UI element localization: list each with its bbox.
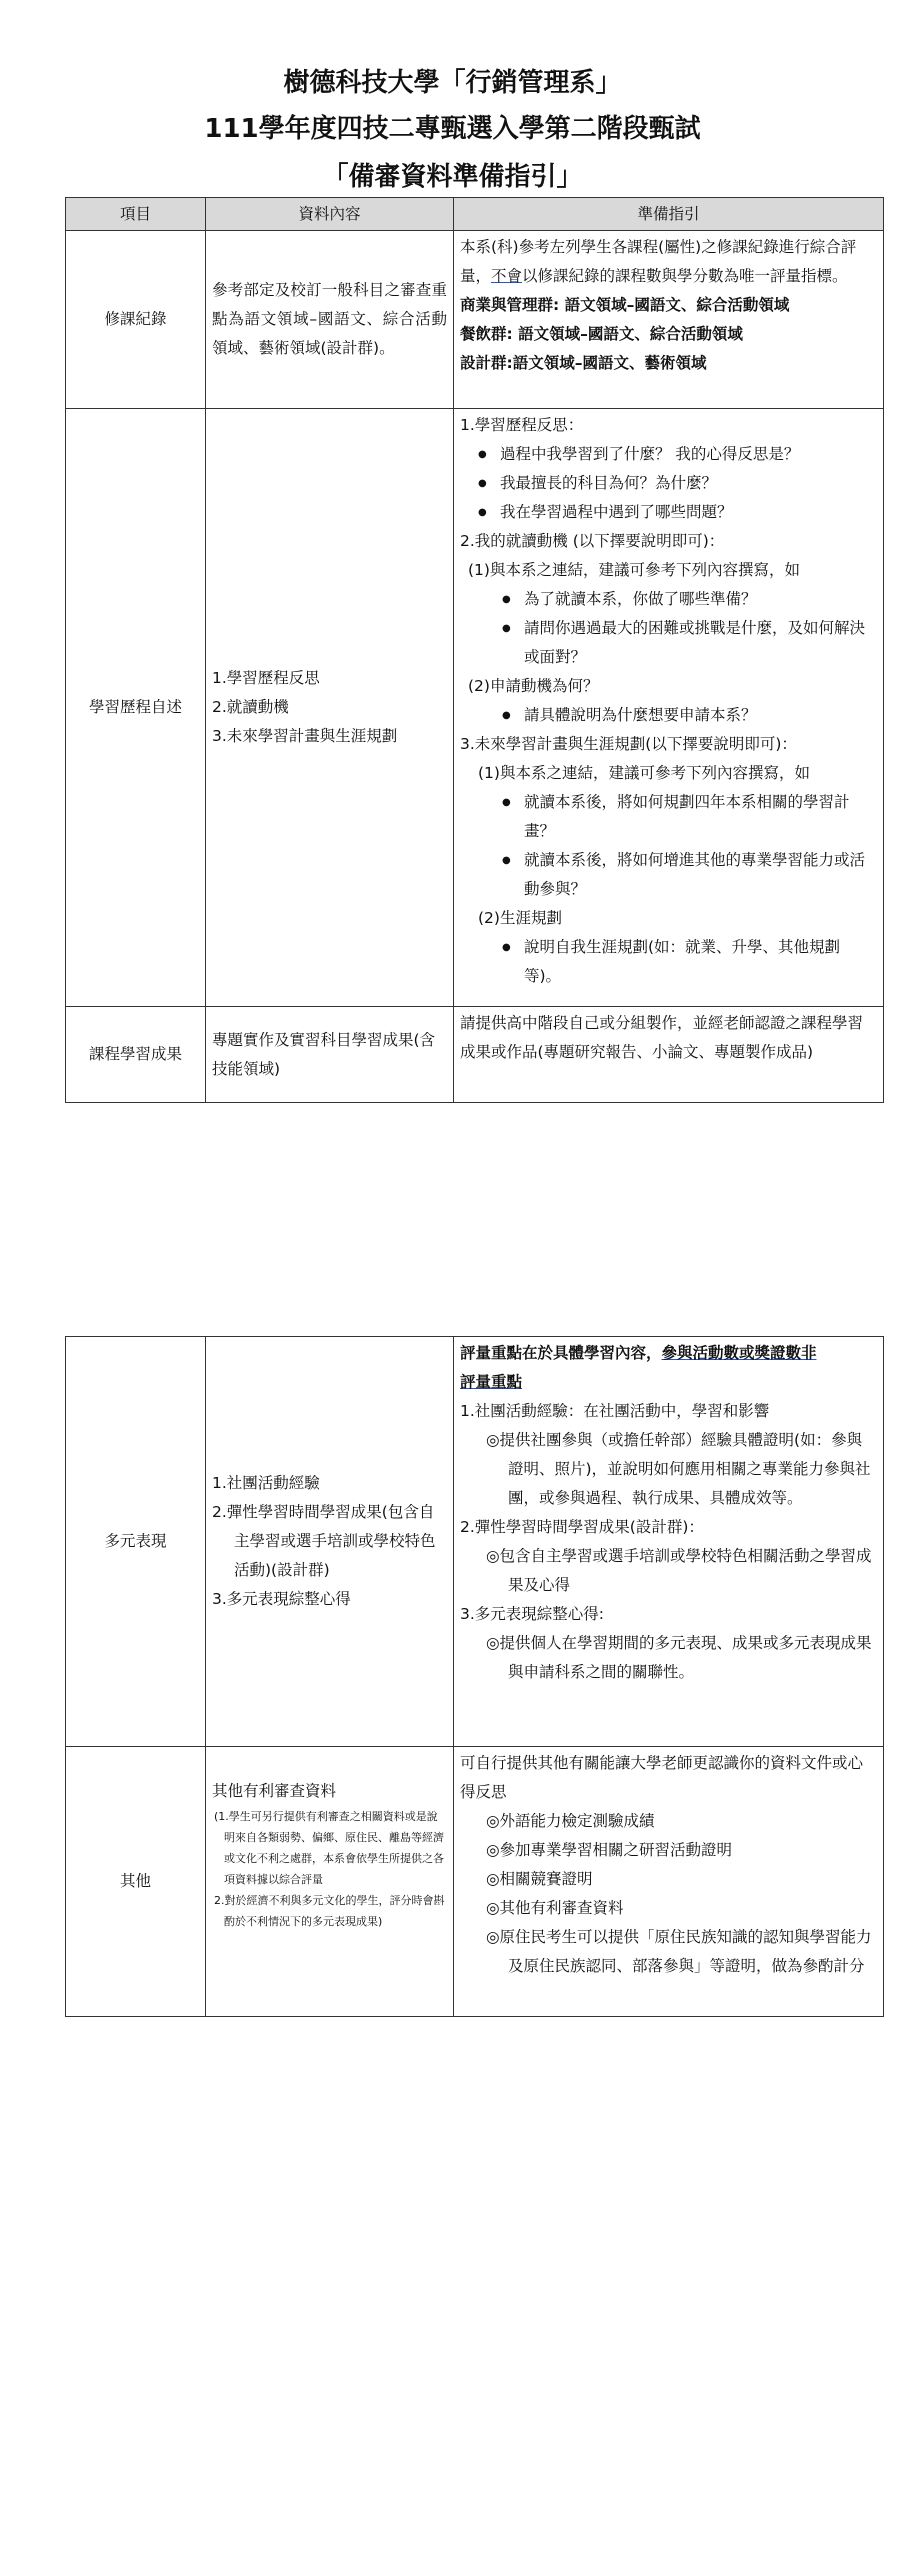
header-content: 資料內容 [206,198,454,231]
guide-circle-item: ◎提供社團參與（或擔任幹部）經驗具體證明(如：參與證明、照片)，並說明如何應用相關之專業能力參與社團，或參與過程、執行成果、具體成效等。 [486,1431,871,1507]
table-row [66,1747,884,2017]
guide-circle-item: ◎提供個人在學習期間的多元表現、成果或多元表現成果與申請科系之間的關聯性。 [486,1634,872,1681]
guide-section: 1.社團活動經驗：在社團活動中，學習和影響 [460,1402,770,1420]
row-item: 學習歷程自述 [66,409,206,1007]
guide-bullet: ● 說明自我生涯規劃(如：就業、升學、其他規劃等)。 [460,933,877,991]
row-guide [454,231,884,409]
guide-bullet: ● 為了就讀本系，你做了哪些準備？ [460,585,877,614]
content-line: 2.就讀動機 [212,698,289,716]
table-row [66,1337,884,1747]
header-guide: 準備指引 [454,198,884,231]
table-row [66,409,884,1007]
content-note: 2.對於經濟不利與多元文化的學生，評分時會斟酌於不利情況下的多元表現成果) [214,1894,445,1928]
guide-table-page1 [65,197,884,1103]
guide-bullet: ● 我在學習過程中遇到了哪些問題？ [460,498,877,527]
guide-section: 2.彈性學習時間學習成果(設計群)： [460,1518,704,1536]
guide-circle-item: ◎其他有利審查資料 [486,1899,624,1917]
guide-bullet: ● 過程中我學習到了什麼？ 我的心得反思是？ [460,440,877,469]
table-row [66,231,884,409]
title-line-1: 樹德科技大學「行銷管理系」 [283,68,622,98]
row-guide: 請提供高中階段自己或分組製作，並經老師認證之課程學習成果或作品(專題研究報告、小論文、專題製作成品) [454,1007,884,1103]
content-main: 其他有利審查資料 [212,1782,337,1800]
content-line: 2.彈性學習時間學習成果(包含自主學習或選手培訓或學校特色活動)(設計群) [212,1503,436,1579]
guide-table-page2 [65,1336,884,2017]
guide-section: 2.我的就讀動機 (以下擇要說明即可)： [460,532,725,550]
guide-headline: 評量重點在於具體學習內容，參與活動數或獎證數非 評量重點 [460,1344,817,1391]
guide-subsection: (2)申請動機為何？ [468,677,599,695]
guide-bullet: ● 我最擅長的科目為何？為什麼？ [460,469,877,498]
guide-subsection: (1)與本系之連結，建議可參考下列內容撰寫，如 [478,764,810,782]
guide-subsection: (2)生涯規劃 [478,909,562,927]
guide-bullet: ● 就讀本系後，將如何規劃四年本系相關的學習計畫？ [460,788,877,846]
guide-line: 設計群:語文領域–國語文、藝術領域 [460,354,707,372]
guide-circle-item: ◎相關競賽證明 [486,1870,593,1888]
guide-circle-item: ◎參加專業學習相關之研習活動證明 [486,1841,733,1859]
guide-subsection: (1)與本系之連結，建議可參考下列內容撰寫，如 [468,561,800,579]
guide-section: 1.學習歷程反思： [460,416,584,434]
guide-line: 餐飲群: 語文領域–國語文、綜合活動領域 [460,325,743,343]
guide-bullet: ● 請具體說明為什麼想要申請本系？ [460,701,877,730]
content-line: 1.社團活動經驗 [212,1474,320,1492]
row-content [206,409,454,1007]
row-guide [454,409,884,1007]
row-item: 修課紀錄 [66,231,206,409]
guide-circle-item: ◎外語能力檢定測驗成績 [486,1812,655,1830]
guide-section: 3.未來學習計畫與生涯規劃(以下擇要說明即可)： [460,735,797,753]
row-item: 其他 [66,1747,206,2017]
guide-bullet: ● 就讀本系後，將如何增進其他的專業學習能力或活動參與？ [460,846,877,904]
row-guide [454,1337,884,1747]
content-line: 3.多元表現綜整心得 [212,1590,351,1608]
row-guide [454,1747,884,2017]
row-item: 多元表現 [66,1337,206,1747]
guide-line: 商業與管理群: 語文領域–國語文、綜合活動領域 [460,296,790,314]
title-line-2: 111學年度四技二專甄選入學第二階段甄試 [204,114,701,144]
row-content: 參考部定及校訂一般科目之審查重點為語文領域–國語文、綜合活動領域、藝術領域(設計群)。 [206,231,454,409]
guide-circle-item: ◎原住民考生可以提供「原住民族知識的認知與學習能力及原住民族認同、部落參與」等證明，做為參酌計分 [486,1928,872,1975]
guide-intro: 本系(科)參考左列學生各課程(屬性)之修課紀錄進行綜合評量，不會以修課紀錄的課程數與學分數為唯一評量指標。 [460,238,857,285]
row-content [206,1747,454,2017]
table-header-row [66,198,884,231]
row-item: 課程學習成果 [66,1007,206,1103]
guide-bullet: ● 請問你遇過最大的困難或挑戰是什麼，及如何解決或面對？ [460,614,877,672]
guide-intro: 可自行提供其他有關能讓大學老師更認識你的資料文件或心得反思 [460,1754,864,1801]
content-note: (1.學生可另行提供有利審查之相關資料或是說明來自各類弱勢、偏鄉、原住民、離島等經濟或文化不利之處群，本系會依學生所提供之各項資料據以綜合評量 [214,1810,444,1886]
title-line-3: 「備審資料準備指引」 [322,162,583,192]
guide-section: 3.多元表現綜整心得: [460,1605,605,1623]
table-row [66,1007,884,1103]
content-line: 1.學習歷程反思 [212,669,320,687]
row-content [206,1337,454,1747]
header-item: 項目 [66,198,206,231]
row-content: 專題實作及實習科目學習成果(含技能領域) [206,1007,454,1103]
content-line: 3.未來學習計畫與生涯規劃 [212,727,398,745]
guide-circle-item: ◎包含自主學習或選手培訓或學校特色相關活動之學習成果及心得 [486,1547,872,1594]
